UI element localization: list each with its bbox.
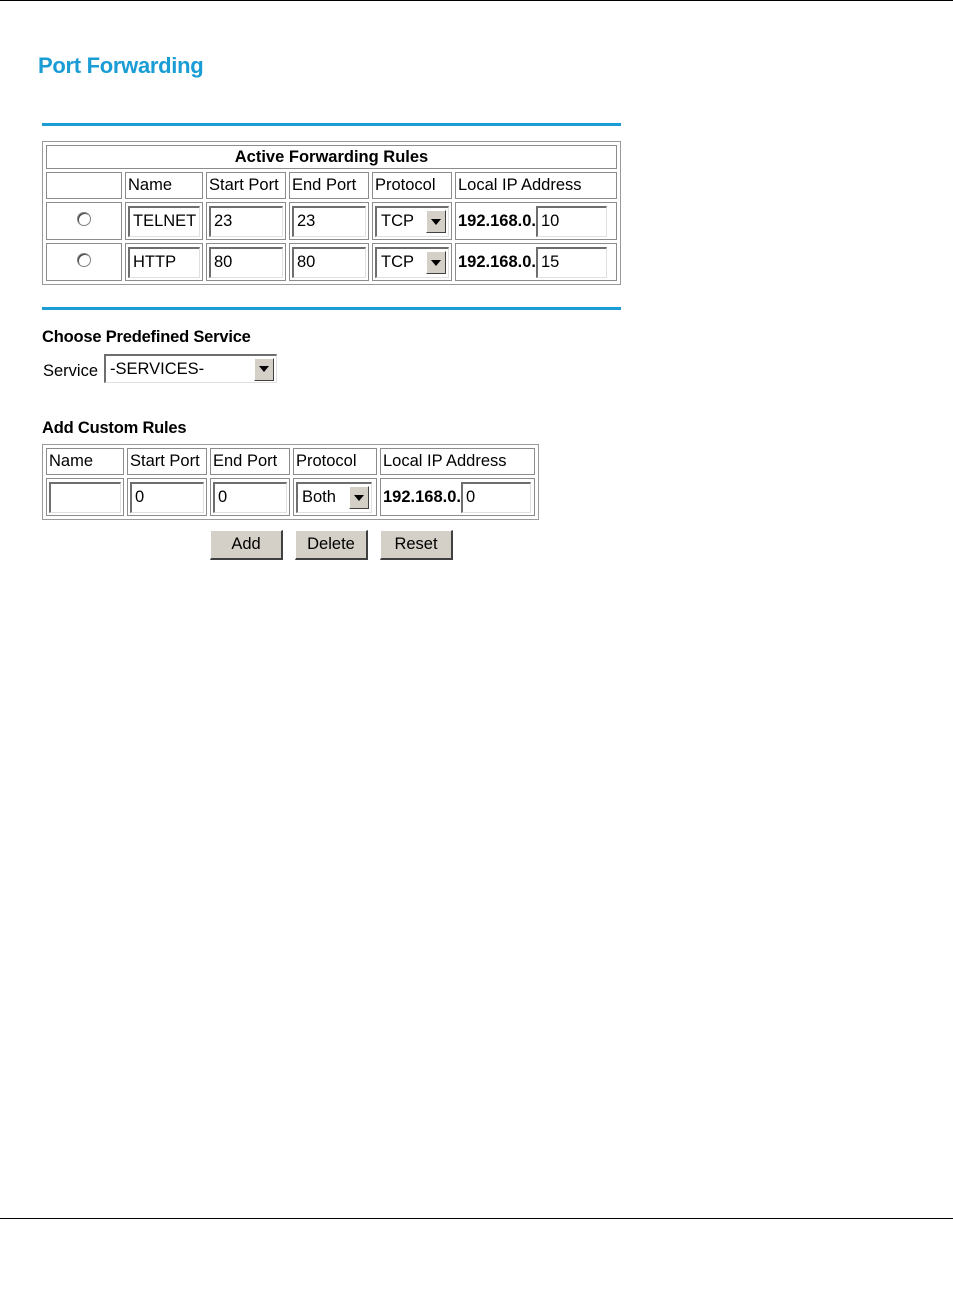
chevron-down-icon[interactable]	[426, 210, 446, 233]
bottom-rule	[0, 1218, 953, 1219]
col-start-port: Start Port	[127, 448, 207, 475]
active-rules-table	[42, 141, 621, 285]
service-value: -SERVICES-	[110, 359, 205, 378]
add-button[interactable]: Add	[210, 530, 283, 560]
top-rule	[0, 0, 953, 1]
table-row	[46, 243, 617, 281]
chevron-down-icon[interactable]	[426, 251, 446, 274]
rule-protocol-value: TCP	[381, 253, 414, 271]
active-rules-title: Active Forwarding Rules	[46, 145, 617, 169]
rule-protocol-value: TCP	[381, 212, 414, 230]
table-row	[46, 478, 535, 516]
rule-start-port-field[interactable]: 80	[209, 247, 283, 278]
custom-protocol-select[interactable]	[296, 482, 372, 513]
chevron-down-icon[interactable]	[254, 358, 274, 381]
col-start-port: Start Port	[206, 172, 286, 199]
custom-end-port-field[interactable]: 0	[213, 482, 287, 513]
custom-header-row	[46, 448, 535, 475]
col-protocol: Protocol	[372, 172, 452, 199]
rule-end-port-field[interactable]: 23	[292, 206, 366, 237]
custom-name-field[interactable]	[49, 482, 121, 513]
col-name: Name	[46, 448, 124, 475]
rule-protocol-select[interactable]	[375, 247, 449, 278]
page-title: Port Forwarding	[38, 53, 204, 78]
col-end-port: End Port	[210, 448, 290, 475]
col-local-ip: Local IP Address	[455, 172, 617, 199]
chevron-down-icon[interactable]	[349, 486, 369, 509]
ip-prefix: 192.168.0.	[458, 211, 536, 230]
ip-prefix: 192.168.0.	[458, 252, 536, 271]
custom-rules-table	[42, 444, 539, 520]
col-end-port: End Port	[289, 172, 369, 199]
col-protocol: Protocol	[293, 448, 377, 475]
rule-end-port-field[interactable]: 80	[292, 247, 366, 278]
custom-start-port-field[interactable]: 0	[130, 482, 204, 513]
rule-ip-suffix-field[interactable]: 10	[536, 206, 607, 237]
predefined-heading: Choose Predefined Service	[42, 328, 251, 346]
table-row	[46, 202, 617, 240]
service-select[interactable]	[104, 354, 277, 383]
delete-button[interactable]: Delete	[295, 530, 368, 560]
col-local-ip: Local IP Address	[380, 448, 535, 475]
reset-button[interactable]: Reset	[380, 530, 453, 560]
custom-ip-suffix-field[interactable]: 0	[461, 482, 531, 513]
divider-bottom	[42, 307, 621, 310]
custom-protocol-value: Both	[302, 488, 336, 506]
rule-name-field[interactable]: TELNET	[128, 206, 200, 237]
rule-name-field[interactable]: HTTP	[128, 247, 200, 278]
col-select	[46, 172, 122, 199]
rule-start-port-field[interactable]: 23	[209, 206, 283, 237]
rule-radio-http[interactable]	[77, 253, 91, 267]
rule-ip-suffix-field[interactable]: 15	[536, 247, 607, 278]
divider-top	[42, 123, 621, 126]
ip-prefix: 192.168.0.	[383, 487, 461, 506]
active-rules-header-row	[46, 172, 617, 199]
rule-protocol-select[interactable]	[375, 206, 449, 237]
service-label: Service	[43, 362, 99, 380]
custom-heading: Add Custom Rules	[42, 419, 187, 437]
rule-radio-telnet[interactable]	[77, 212, 91, 226]
col-name: Name	[125, 172, 203, 199]
